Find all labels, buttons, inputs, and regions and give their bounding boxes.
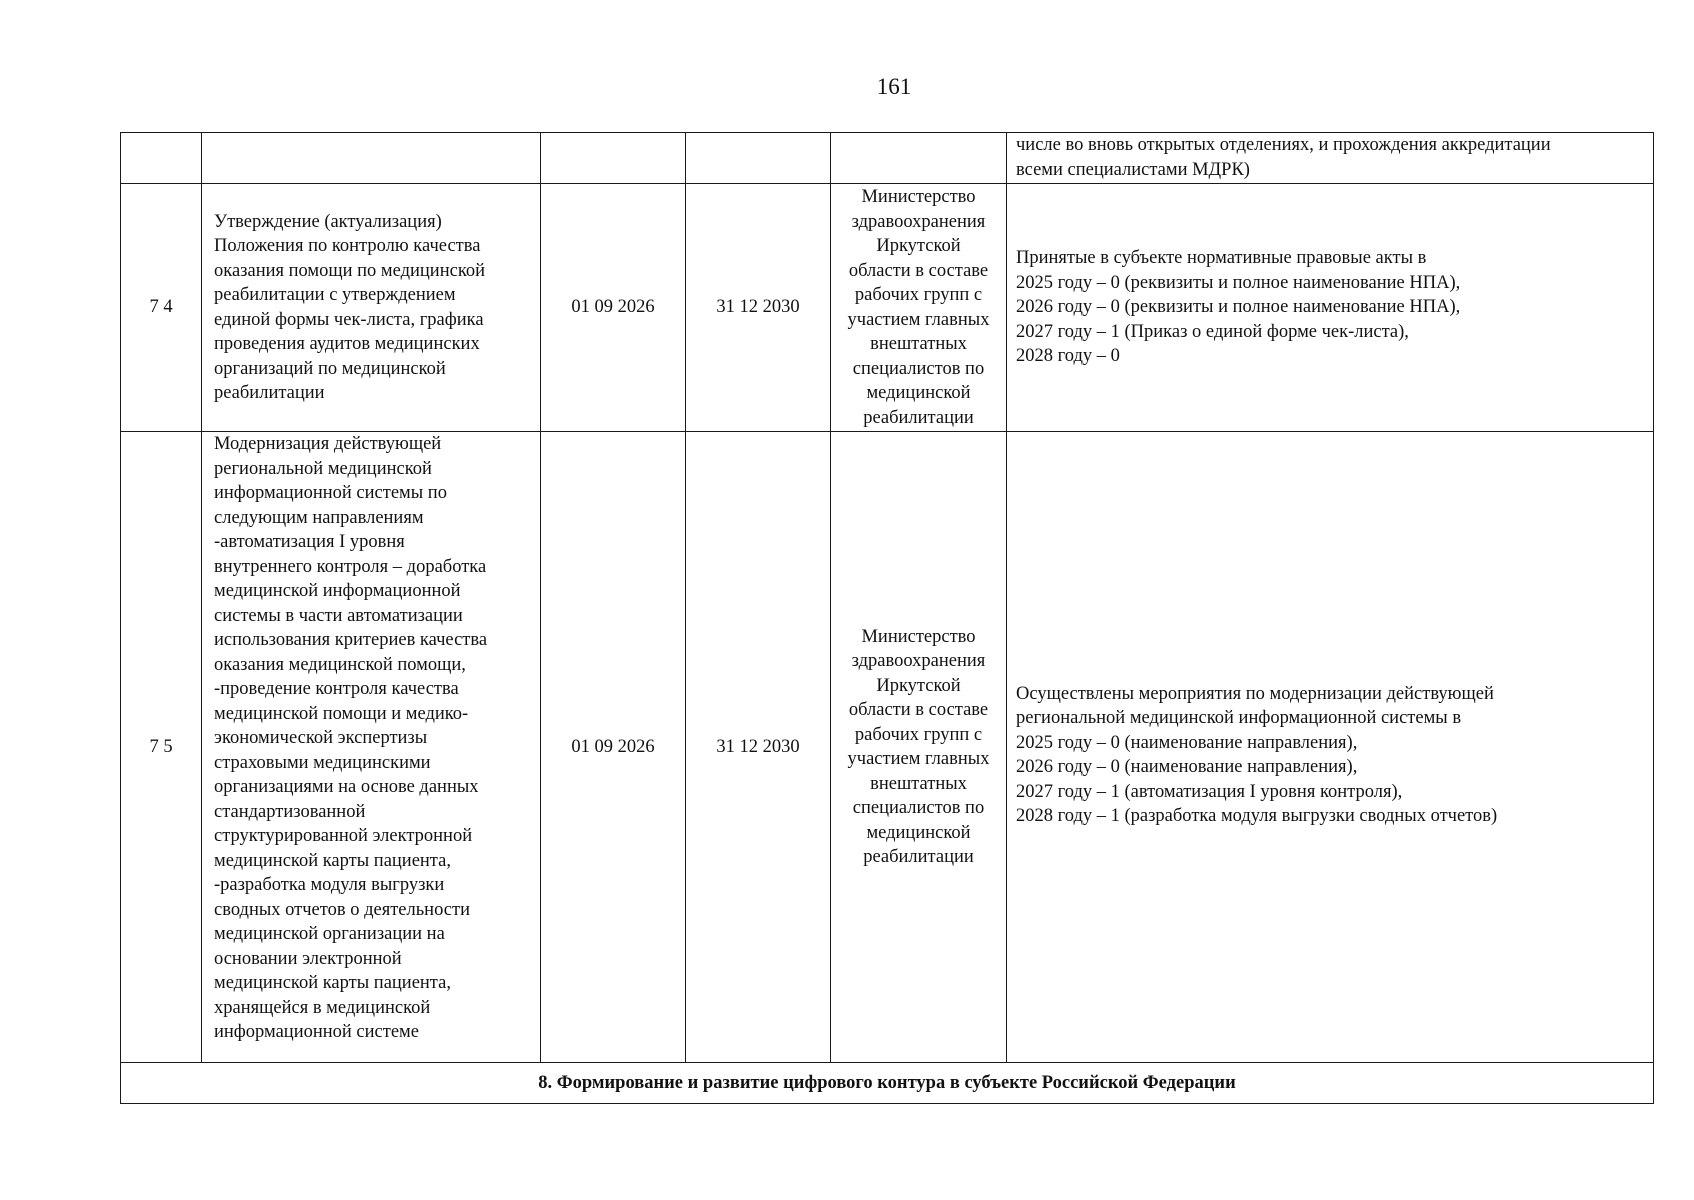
- responsible-line: внештатных: [870, 773, 967, 794]
- row-number: 7 5: [121, 432, 202, 1063]
- result-line: 2025 году – 0 (реквизиты и полное наименование НПА),: [1016, 272, 1461, 293]
- responsible-line: специалистов по: [852, 798, 985, 818]
- table-row-7-5: [121, 432, 1654, 1063]
- title-line: медицинской карты пациента,: [214, 850, 451, 871]
- section-heading-row: [121, 1063, 1654, 1104]
- start-date: 01 09 2026: [541, 432, 686, 1063]
- activity-title-cell: [202, 184, 541, 432]
- title-line: Модернизация действующей: [214, 434, 442, 454]
- responsible-line: участием главных: [847, 309, 990, 330]
- plan-table: [120, 132, 1654, 1104]
- result-line: Осуществлены мероприятия по модернизации действующей: [1016, 683, 1494, 704]
- responsible-line: Министерство: [861, 626, 976, 647]
- result-line: региональной медицинской информационной системы в: [1016, 708, 1462, 728]
- title-line: следующим направлениям: [214, 507, 424, 528]
- responsible-line: Иркутской: [876, 675, 961, 696]
- end-date: 31 12 2030: [686, 432, 831, 1063]
- number-cell: [121, 133, 202, 184]
- title-line: единой формы чек-листа, графика: [214, 309, 484, 330]
- title-line: оказания медицинской помощи,: [214, 654, 466, 675]
- responsible-cell: [831, 432, 1007, 1063]
- title-line: организациями на основе данных: [214, 777, 479, 797]
- title-line: оказания помощи по медицинской: [214, 260, 486, 281]
- title-line: проведения аудитов медицинских: [214, 334, 480, 354]
- result-cell: [1007, 184, 1654, 432]
- table-row-7-4: [121, 184, 1654, 432]
- responsible-line: реабилитации: [863, 407, 974, 428]
- row-number: 7 4: [121, 184, 202, 432]
- title-line: системы в части автоматизации: [214, 605, 463, 626]
- activity-title-cell: [202, 432, 541, 1063]
- title-line: -проведение контроля качества: [214, 679, 459, 699]
- responsible-cell: [831, 133, 1007, 184]
- start-date: 01 09 2026: [541, 184, 686, 432]
- responsible-line: области в составе: [848, 700, 989, 720]
- responsible-line: участием главных: [847, 749, 990, 769]
- title-line: сводных отчетов о деятельности: [214, 899, 470, 920]
- result-cell: [1007, 133, 1654, 184]
- title-line: -автоматизация I уровня: [214, 532, 405, 552]
- title-line: страховыми медицинскими: [214, 752, 431, 773]
- responsible-cell: [831, 184, 1007, 432]
- responsible-line: медицинской: [866, 383, 971, 403]
- title-line: -разработка модуля выгрузки: [214, 875, 445, 895]
- responsible-line: рабочих групп с: [854, 285, 983, 305]
- title-line: медицинской карты пациента,: [214, 973, 451, 993]
- responsible-line: специалистов по: [852, 358, 985, 379]
- title-line: экономической экспертизы: [214, 728, 428, 748]
- result-line: 2025 году – 0 (наименование направления),: [1016, 732, 1358, 753]
- title-line: внутреннего контроля – доработка: [214, 556, 487, 577]
- title-line: использования критериев качества: [214, 630, 488, 650]
- result-line: Принятые в субъекте нормативные правовые акты в: [1016, 248, 1427, 269]
- title-line: реабилитации с утверждением: [214, 285, 456, 305]
- result-line: 2027 году – 1 (автоматизация I уровня контроля),: [1016, 781, 1403, 802]
- start-date-cell: [541, 133, 686, 184]
- result-line: 2027 году – 1 (Приказ о единой форме чек-листа),: [1016, 321, 1409, 342]
- responsible-line: Министерство: [861, 187, 976, 207]
- page-number: 161: [876, 74, 912, 99]
- responsible-line: рабочих групп с: [854, 724, 983, 745]
- title-line: Утверждение (актуализация): [214, 211, 442, 232]
- result-line: всеми специалистами МДРК): [1016, 159, 1250, 180]
- responsible-line: реабилитации: [863, 847, 974, 867]
- responsible-line: медицинской: [866, 822, 971, 843]
- title-line: региональной медицинской: [214, 458, 432, 479]
- section-heading: 8. Формирование и развитие цифрового контура в субъекте Российской Федерации: [121, 1063, 1654, 1104]
- title-line: хранящейся в медицинской: [214, 997, 431, 1018]
- table-row-continuation: [121, 133, 1654, 184]
- title-line: медицинской организации на: [214, 924, 445, 944]
- title-line: стандартизованной: [214, 801, 366, 822]
- result-line: числе во вновь открытых отделениях, и прохождения аккредитации: [1016, 135, 1551, 155]
- responsible-line: здравоохранения: [851, 651, 986, 671]
- title-line: информационной системы по: [214, 483, 447, 503]
- end-date-cell: [686, 133, 831, 184]
- title-line: организаций по медицинской: [214, 358, 446, 379]
- responsible-line: здравоохранения: [851, 211, 986, 232]
- responsible-line: внештатных: [870, 334, 967, 354]
- end-date: 31 12 2030: [686, 184, 831, 432]
- title-line: медицинской помощи и медико-: [214, 703, 469, 724]
- responsible-line: области в составе: [848, 260, 989, 281]
- title-line: реабилитации: [214, 383, 325, 403]
- title-line: основании электронной: [214, 948, 402, 969]
- title-line: информационной системе: [214, 1022, 419, 1042]
- responsible-line: Иркутской: [876, 236, 961, 256]
- result-cell: [1007, 432, 1654, 1063]
- title-line: структурированной электронной: [214, 826, 473, 846]
- result-line: 2028 году – 1 (разработка модуля выгрузки сводных отчетов): [1016, 806, 1498, 826]
- title-line: медицинской информационной: [214, 581, 461, 601]
- title-line: Положения по контролю качества: [214, 236, 481, 256]
- title-cell: [202, 133, 541, 184]
- result-line: 2028 году – 0: [1016, 346, 1120, 367]
- result-line: 2026 году – 0 (реквизиты и полное наименование НПА),: [1016, 297, 1461, 318]
- result-line: 2026 году – 0 (наименование направления),: [1016, 757, 1358, 777]
